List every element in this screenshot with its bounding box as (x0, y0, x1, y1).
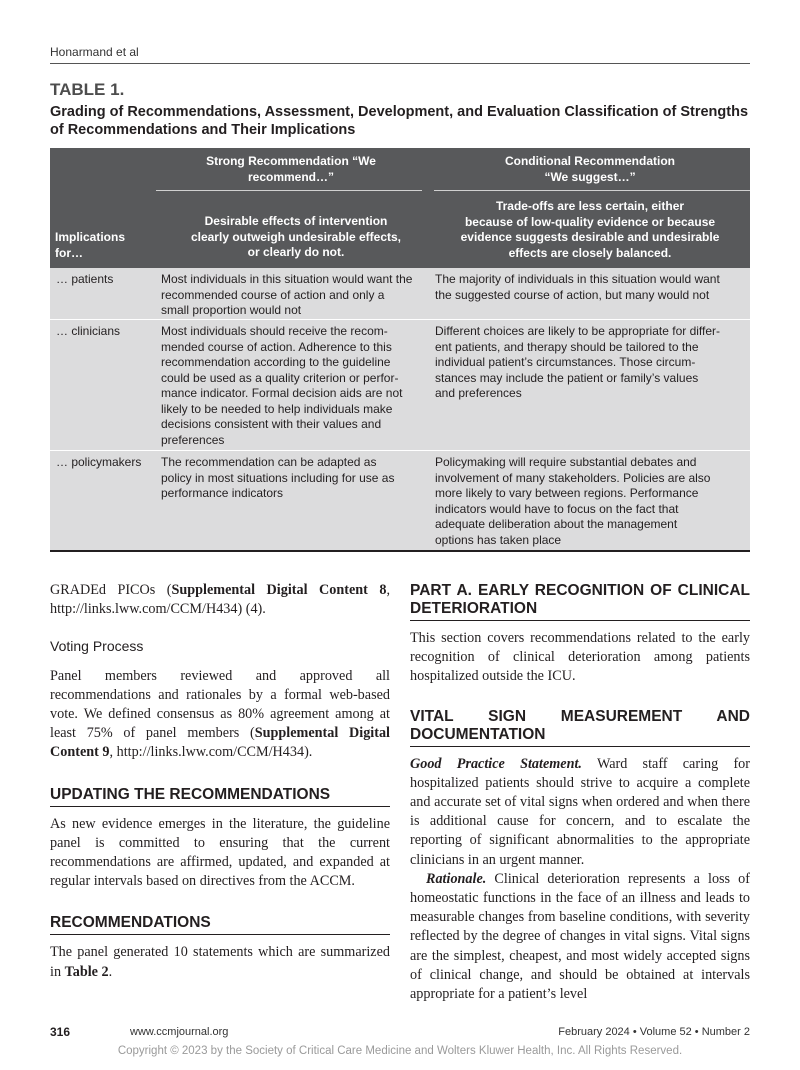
supplemental-content-8-link[interactable]: Supplemental Digital Content 8 (171, 582, 387, 598)
table-title: Grading of Recommendations, Assessment, Development, and Evaluation Classification of Strengths of Recommendations and Their Implications (50, 104, 749, 138)
row-label: … patients (56, 272, 114, 286)
right-column (410, 582, 750, 1004)
strong-recommendation-description: Desirable effects of intervention clearly outweigh undesirable effects, or clearly do not. (190, 214, 402, 259)
conditional-cell: Different choices are likely to be appropriate for differ- ent patients, and therapy should be tailored to the individual patient’s circumstances. Those circum- stances may include the patient or family’s values and preferences (435, 324, 721, 400)
header-divider-conditional (434, 190, 750, 191)
good-practice-statement: Good Practice Statement. Ward staff caring for hospitalized patients should strive to acquire a complete and accurate set of vital signs when ordered and when there is additional cause for concern, and to escalate the reporting of significant abnormalities to the appropriate clinicians in an urgent manner. (410, 755, 750, 868)
implications-heading: Implications for… (55, 230, 126, 260)
part-a-paragraph: This section covers recommendations related to the early recognition of clinical deterioration among patients hospitalized outside the ICU. (410, 630, 750, 685)
issue-info: February 2024 • Volume 52 • Number 2 (558, 1026, 750, 1038)
conditional-cell: Policymaking will require substantial debates and involvement of many stakeholders. Policies are also more likely to vary between regions. Performance indicators would have to focus on the fact that adequate deliberation about the management options has taken place (435, 455, 711, 547)
part-a-heading: PART A. EARLY RECOGNITION OF CLINICAL DETERIORATION (410, 582, 750, 621)
rationale-paragraph: Rationale. Clinical deterioration represents a loss of homeostatic functions in the face of an illness and leads to measurable changes from baseline conditions, with severity reflected by the degree of changes in vital signs. Vital signs are the simplest, cheapest, and most widely accepted signs of clinical change, and should be obtained at intervals appropriate for a patient’s level (410, 870, 750, 1003)
table-row-patients (50, 268, 750, 318)
strong-cell: Most individuals in this situation would want the recommended course of action and only a small proportion would not (161, 272, 413, 317)
intro-paragraph: GRADEd PICOs (Supplemental Digital Content 8, http://links.lww.com/CCM/H434) (4). (50, 582, 391, 618)
conditional-cell: The majority of individuals in this situation would want the suggested course of action, but many would not (435, 272, 720, 302)
table-row-policymakers (50, 451, 750, 550)
running-header-author: Honarmand et al (50, 45, 139, 59)
vital-sign-heading: VITAL SIGN MEASUREMENT AND DOCUMENTATION (410, 708, 750, 747)
conditional-recommendation-heading: Conditional Recommendation “We suggest…” (504, 154, 675, 184)
header-divider-strong (156, 190, 422, 191)
updating-recommendations-heading: UPDATING THE RECOMMENDATIONS (50, 786, 390, 807)
row-label: … policymakers (56, 455, 142, 469)
header-rule (50, 63, 750, 64)
strong-cell: Most individuals should receive the recom- mended course of action. Adherence to this recommendation according to the guideline could be used as a quality criterion or perfor- mance indicator. Formal decision aids are not likely to be needed to help individuals make decisions consistent with their values and preferences (161, 324, 403, 447)
table-2-reference[interactable]: Table 2 (64, 963, 109, 980)
table-row-clinicians (50, 320, 750, 450)
voting-process-paragraph: Panel members reviewed and approved all recommendations and rationales by a formal web-based vote. We defined consensus as 80% agreement among at least 75% of panel members (Supplemental Digital Content 9, http://links.lww.com/CCM/H434). (50, 667, 390, 761)
left-column (50, 581, 390, 982)
recommendations-paragraph: The panel generated 10 statements which are summarized in Table 2. (50, 944, 390, 980)
updating-recommendations-paragraph: As new evidence emerges in the literature, the guideline panel is committed to ensuring that the current recommendations are affirmed, updated, and expanded at regular intervals based on directives from the ACCM. (50, 815, 390, 890)
table-header (50, 148, 750, 268)
strong-cell: The recommendation can be adapted as policy in most situations including for use as performance indicators (161, 455, 395, 500)
conditional-recommendation-description: Trade-offs are less certain, either because of low-quality evidence or because evidence suggests desirable and undesirable effects are closely balanced. (460, 199, 720, 260)
page-number: 316 (50, 1025, 71, 1039)
journal-url-link[interactable]: www.ccmjournal.org (130, 1026, 229, 1038)
copyright-notice: Copyright © 2023 by the Society of Critical Care Medicine and Wolters Kluwer Health, Inc. All Rights Reserved. (117, 1045, 683, 1057)
grade-table (50, 148, 750, 552)
table-bottom-rule (50, 550, 750, 552)
strong-recommendation-heading: Strong Recommendation “We recommend…” (206, 154, 376, 184)
voting-process-heading: Voting Process (50, 638, 144, 655)
row-label: … clinicians (56, 324, 121, 338)
supplemental-content-9-link[interactable]: Supplemental Digital Content 9 (50, 725, 390, 761)
recommendations-heading: RECOMMENDATIONS (50, 914, 390, 935)
table-label: TABLE 1. (50, 80, 125, 99)
